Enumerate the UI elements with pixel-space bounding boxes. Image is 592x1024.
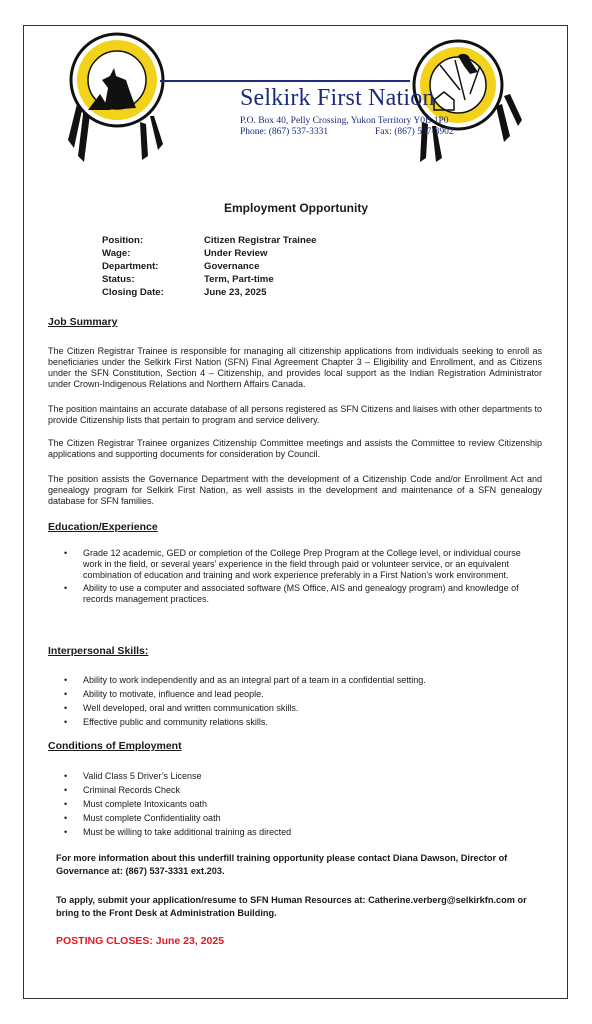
org-address: P.O. Box 40, Pelly Crossing, Yukon Territory Y0B 1P0 bbox=[240, 116, 449, 126]
paragraph: The Citizen Registrar Trainee is responsible for managing all citizenship applications from individuals seeking to enroll as beneficiaries under the Selkirk First Nation (SFN) Final Agreement Chapter 3 – Eligibility and Enrollment, and as Citizens under the SFN Constitution, Section 4 – Citizenship, and provides local support as the Indian Registration Administrator under Crown-Indigenous Relations and Northern Affairs Canada. bbox=[48, 346, 542, 389]
paragraph: The position maintains an accurate database of all persons registered as SFN Citizens and liaises with other departments to provide Citizenship lists that pertain to program and service delivery. bbox=[48, 404, 542, 425]
detail-label: Closing Date: bbox=[102, 287, 164, 298]
list-item: • Must complete Intoxicants oath bbox=[48, 797, 542, 811]
detail-value: June 23, 2025 bbox=[204, 287, 267, 298]
contact-info: For more information about this underfill training opportunity please contact Diana Dawson, Director of Governance at: (867) 537-3331 ext.203. bbox=[56, 853, 508, 876]
letterhead bbox=[60, 30, 550, 190]
education-list-block bbox=[48, 548, 542, 605]
list-item: • Criminal Records Check bbox=[48, 783, 542, 797]
conditions-list bbox=[48, 769, 542, 839]
list-item: • Effective public and community relations skills. bbox=[48, 715, 542, 729]
org-name: Selkirk First Nation bbox=[240, 85, 435, 111]
detail-row-status bbox=[102, 273, 317, 286]
job-summary-para-4 bbox=[48, 474, 542, 507]
posting-closes: POSTING CLOSES: June 23, 2025 bbox=[56, 935, 225, 947]
paragraph: The position assists the Governance Department with the development of a Citizenship Code and/or Enrollment Act and genealogy program for Selkirk First Nation, as well assists in the development and maintenance of a SFN genealogy database for SFN families. bbox=[48, 474, 542, 506]
list-item: • Well developed, oral and written communication skills. bbox=[48, 701, 542, 715]
wolf-howling-moon-icon bbox=[71, 34, 163, 126]
job-summary-para-2 bbox=[48, 404, 542, 426]
detail-label: Position: bbox=[102, 235, 144, 246]
detail-label: Wage: bbox=[102, 248, 131, 259]
document-title: Employment Opportunity bbox=[224, 201, 368, 215]
job-summary-para-1 bbox=[48, 346, 542, 390]
list-item: • Must be willing to take additional training as directed bbox=[48, 825, 542, 839]
list-item: • Grade 12 academic, GED or completion of the College Prep Program at the College level, or individual course work in the field, or several years’ experience in the field through paid or volunteer service, or an equivalent combination of education and training and work experience preferably in a First Nation’s work environment. bbox=[48, 548, 542, 581]
detail-value: Term, Part-time bbox=[204, 274, 274, 285]
job-summary-heading-block bbox=[48, 316, 542, 328]
detail-row-wage bbox=[102, 247, 317, 260]
conditions-list-block bbox=[48, 769, 542, 839]
org-phone: Phone: (867) 537-3331 bbox=[240, 127, 329, 137]
detail-row-closing-date bbox=[102, 286, 317, 299]
list-item: • Ability to motivate, influence and lead people. bbox=[48, 687, 542, 701]
detail-label: Department: bbox=[102, 261, 159, 272]
interpersonal-list-block bbox=[48, 673, 542, 729]
job-summary-heading: Job Summary bbox=[48, 316, 118, 328]
detail-value: Governance bbox=[204, 261, 260, 272]
conditions-section bbox=[48, 740, 542, 752]
detail-value: Citizen Registrar Trainee bbox=[204, 235, 317, 246]
paragraph: The Citizen Registrar Trainee organizes Citizenship Committee meetings and assists the Committee to review Citizenship applications and supporting documents for consideration by Council. bbox=[48, 438, 542, 459]
detail-label: Status: bbox=[102, 274, 135, 285]
interpersonal-heading: Interpersonal Skills: bbox=[48, 645, 149, 657]
interpersonal-section bbox=[48, 645, 542, 657]
apply-info: To apply, submit your application/resume to SFN Human Resources at: Catherine.verberg@selkirkfn.com or bring to the Front Desk at Administration Building. bbox=[56, 895, 527, 918]
job-summary-para-3 bbox=[48, 438, 542, 460]
education-section bbox=[48, 521, 542, 533]
list-item: • Ability to work independently and as an integral part of a team in a confidential setting. bbox=[48, 673, 542, 687]
interpersonal-list bbox=[48, 673, 542, 729]
education-heading: Education/Experience bbox=[48, 521, 158, 533]
position-details bbox=[102, 234, 317, 299]
detail-value: Under Review bbox=[204, 248, 268, 259]
education-list bbox=[48, 548, 542, 605]
org-fax: Fax: (867) 537-3902 bbox=[375, 127, 454, 137]
list-item: • Must complete Confidentiality oath bbox=[48, 811, 542, 825]
list-item: • Valid Class 5 Driver’s License bbox=[48, 769, 542, 783]
list-item: • Ability to use a computer and associated software (MS Office, AIS and genealogy program) and knowledge of records management practices. bbox=[48, 583, 542, 605]
detail-row-position bbox=[102, 234, 317, 247]
detail-row-department bbox=[102, 260, 317, 273]
conditions-heading: Conditions of Employment bbox=[48, 740, 182, 752]
